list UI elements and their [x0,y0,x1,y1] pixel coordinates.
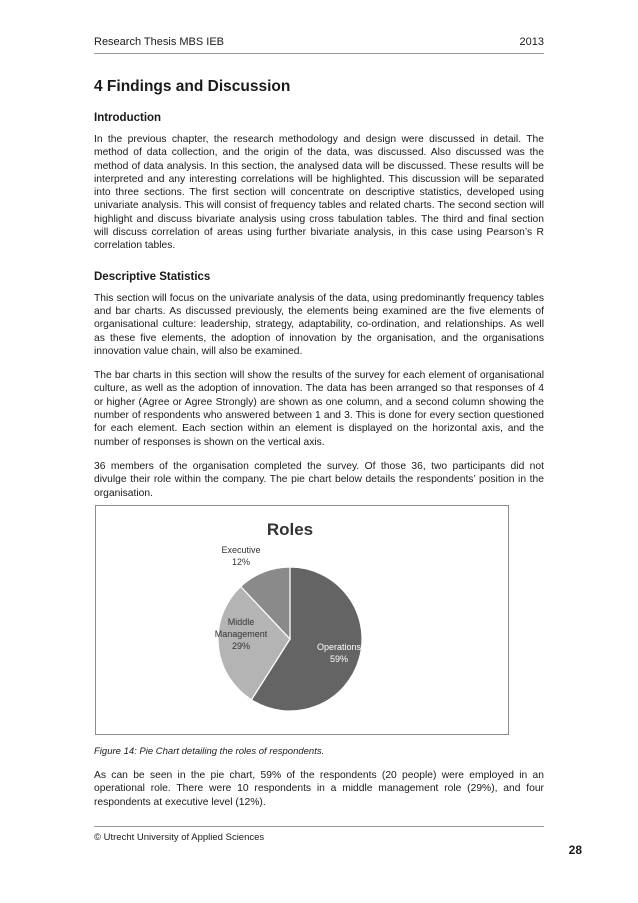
roles-pie-chart [96,506,508,734]
intro-paragraph: In the previous chapter, the research methodology and design were discussed in detail. The method of data collection, and the origin of the data, was discussed. Also discussed was the method of data analysis. In this section, the analysed data will be discussed. These results will be interpreted and any interesting correlations will be highlighted. This discussion will be separated into three sections. The first section will concentrate on descriptive statistics, developed using univariate analysis. This will consist of frequency tables and related charts. The second section will highlight and discuss bivariate analysis using cross tabulation tables. The third and final section will discuss correlation of areas using further bivariate analysis, in this case using Pearson’s R correlation tables. [94,134,544,252]
pie-label-executive: Executive 12% [221,545,261,567]
page-number: 28 [568,843,582,857]
figure-caption: Figure 14: Pie Chart detailing the roles of respondents. [94,746,325,757]
pie-chart-frame [95,505,509,735]
header-year: 2013 [519,36,544,48]
chart-title: Roles [266,520,314,539]
descriptive-paragraph-2: The bar charts in this section will show the results of the survey for each element of organisational culture, as well as the adoption of innovation. The data has been arranged so that responses of 4 or higher (Agree or Agree Strongly) are shown as one column, and a second column showing the number of respondents who answered between 1 and 3. This is done for every section questioned for each element. Each section within an element is displayed on the horizontal axis, and the number of responses is shown on the vertical axis. [94,370,544,448]
descriptive-heading: Descriptive Statistics [94,270,211,283]
pie-label-operations: Operations 59% [316,642,362,664]
main-content [94,78,544,500]
pie-label-middle-management: Middle Management 29% [214,617,268,651]
header-rule [94,53,544,54]
footer-rule [94,826,544,827]
header-title: Research Thesis MBS IEB [94,36,225,48]
after-chart-text [94,769,544,809]
descriptive-paragraph-1: This section will focus on the univariate analysis of the data, using predominantly frequency tables and bar charts. As discussed previously, the elements being examined are the five elements of organisational culture: leadership, strategy, adaptability, co-ordination, and relationships. As well as these five elements, the adoption of innovation by the organisation, and the organisations innovation value chain, will also be examined. [94,292,544,357]
descriptive-paragraph-3: 36 members of the organisation completed the survey. Of those 36, two participants did not divulge their role within the company. The pie chart below details the respondents’ position in the organisation. [94,460,544,499]
running-header [94,36,544,48]
results-paragraph: As can be seen in the pie chart, 59% of the respondents (20 people) were employed in an operational role. There were 10 respondents in a middle management role (29%), and four respondents at executive level (12%). [94,770,544,808]
copyright-notice: © Utrecht University of Applied Sciences [94,832,265,843]
chapter-title: 4 Findings and Discussion [94,78,291,95]
intro-heading: Introduction [94,112,162,124]
